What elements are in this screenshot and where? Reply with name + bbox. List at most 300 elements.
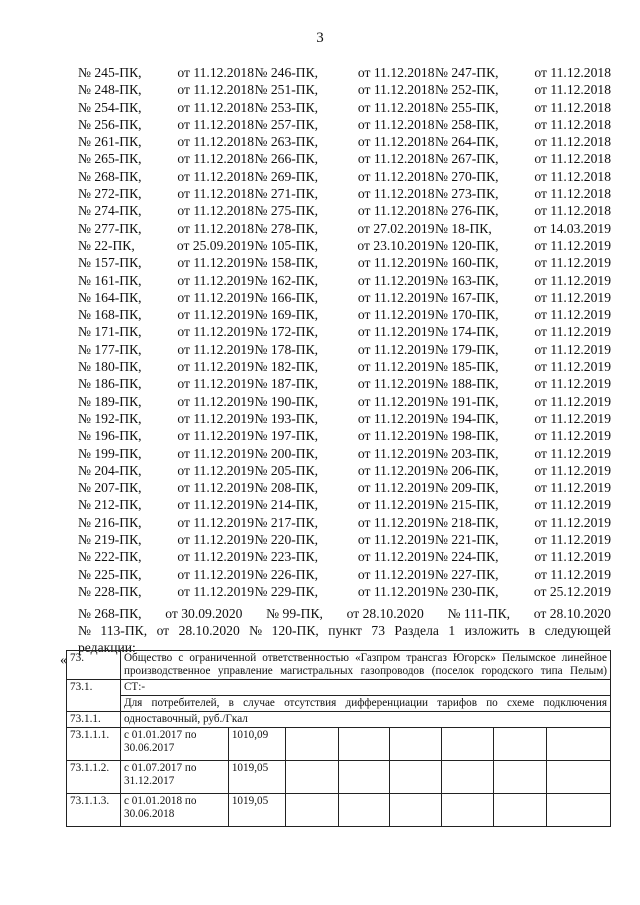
empty-cell: [494, 728, 547, 761]
registry-entry: [255, 445, 435, 462]
registry-list: [78, 64, 611, 600]
registry-number: № 263-ПК,: [254, 134, 319, 150]
registry-number: № 182-ПК,: [254, 359, 319, 375]
registry-date: от 11.12.2019: [357, 255, 435, 271]
empty-cell: [390, 794, 442, 827]
registry-date: от 11.12.2019: [534, 428, 611, 444]
registry-date: от 11.12.2018: [357, 168, 435, 184]
registry-number: № 216-ПК,: [78, 514, 142, 530]
empty-cell: [390, 761, 442, 794]
empty-cell: [442, 728, 494, 761]
row-code: 73.1.1.2.: [67, 761, 121, 794]
registry-entry: [255, 202, 435, 219]
registry-row: [78, 566, 611, 583]
registry-number: № 187-ПК,: [254, 376, 319, 392]
period-range: с 01.01.2017 по 30.06.2017: [120, 728, 228, 761]
registry-date: от 11.12.2019: [177, 307, 254, 323]
registry-entry: [435, 531, 611, 548]
registry-date: от 11.12.2019: [357, 393, 435, 409]
page-number: 3: [316, 30, 324, 46]
registry-date: от 14.03.2019: [533, 220, 611, 236]
registry-date: от 11.12.2018: [177, 151, 254, 167]
registry-number: № 22-ПК,: [78, 237, 135, 253]
registry-number: № 226-ПК,: [254, 566, 319, 582]
registry-entry: [255, 358, 435, 375]
registry-entry: [255, 323, 435, 340]
registry-entry: [435, 479, 611, 496]
registry-date: от 11.12.2019: [534, 566, 611, 582]
registry-entry: [435, 133, 611, 150]
registry-entry: [255, 254, 435, 271]
registry-number: № 200-ПК,: [254, 445, 319, 461]
registry-date: от 11.12.2019: [534, 410, 611, 426]
registry-entry: [255, 150, 435, 167]
registry-row: [78, 254, 611, 271]
registry-number: № 268-ПК,: [78, 168, 142, 184]
registry-number: № 161-ПК,: [78, 272, 142, 288]
registry-entry: [78, 64, 254, 81]
registry-number: № 217-ПК,: [254, 514, 319, 530]
registry-row: [78, 427, 611, 444]
registry-number: № 276-ПК,: [435, 203, 499, 219]
registry-entry: [78, 272, 254, 289]
registry-number: № 230-ПК,: [435, 583, 499, 599]
registry-tail-line-3: редакции:: [78, 640, 136, 655]
registry-entry: [435, 202, 611, 219]
row-code: 73.1.: [67, 680, 121, 712]
registry-number: № 274-ПК,: [78, 203, 142, 219]
registry-number: № 256-ПК,: [78, 116, 142, 132]
registry-entry: [255, 237, 435, 254]
registry-row: [78, 323, 611, 340]
registry-date: от 11.12.2019: [177, 376, 254, 392]
registry-row: [78, 548, 611, 565]
registry-row: [78, 168, 611, 185]
registry-date: от 11.12.2019: [534, 359, 611, 375]
tail-word: №: [78, 623, 91, 638]
registry-entry: [435, 427, 611, 444]
registry-date: от 11.12.2019: [534, 549, 611, 565]
registry-number: № 267-ПК,: [435, 151, 499, 167]
registry-number: № 169-ПК,: [254, 307, 319, 323]
registry-date: от 11.12.2019: [177, 462, 254, 478]
registry-row: [78, 202, 611, 219]
registry-date: от 11.12.2019: [534, 341, 611, 357]
registry-date: от 11.12.2019: [177, 255, 254, 271]
registry-number: № 197-ПК,: [254, 428, 319, 444]
registry-number: № 190-ПК,: [254, 393, 319, 409]
registry-date: от 11.12.2018: [177, 168, 254, 184]
registry-date: от 11.12.2019: [177, 410, 254, 426]
registry-number: № 163-ПК,: [435, 272, 499, 288]
registry-number: № 206-ПК,: [435, 462, 499, 478]
registry-entry: [435, 445, 611, 462]
empty-cell: [285, 794, 338, 827]
tail-word: изложить: [464, 623, 520, 638]
registry-date: от 11.12.2019: [177, 393, 254, 409]
empty-cell: [338, 761, 390, 794]
registry-number: № 160-ПК,: [435, 255, 499, 271]
row-code: 73.1.1.1.: [67, 728, 121, 761]
registry-date: от 11.12.2019: [534, 376, 611, 392]
row-code: 73.1.1.3.: [67, 794, 121, 827]
registry-number: № 194-ПК,: [435, 410, 499, 426]
registry-row: [78, 99, 611, 116]
registry-date: от 11.12.2018: [357, 99, 435, 115]
registry-entry: [435, 393, 611, 410]
registry-date: от 11.12.2019: [177, 341, 254, 357]
registry-row: [78, 150, 611, 167]
registry-number: № 162-ПК,: [254, 272, 319, 288]
registry-date: от 25.09.2019: [176, 237, 254, 253]
registry-entry: [78, 185, 254, 202]
registry-entry: [78, 410, 254, 427]
registry-date: от 11.12.2018: [177, 82, 254, 98]
registry-number: № 224-ПК,: [435, 549, 499, 565]
registry-date: от 11.12.2018: [534, 82, 611, 98]
registry-entry: [255, 427, 435, 444]
registry-number: № 203-ПК,: [435, 445, 499, 461]
registry-entry: [255, 168, 435, 185]
tail-word: 1: [448, 623, 456, 638]
registry-number: № 258-ПК,: [435, 116, 499, 132]
registry-number: № 168-ПК,: [78, 307, 142, 323]
registry-date: от 11.12.2018: [177, 203, 254, 219]
registry-date: от 11.12.2018: [177, 220, 254, 236]
registry-number: № 170-ПК,: [435, 307, 499, 323]
registry-entry: [435, 64, 611, 81]
registry-number: № 223-ПК,: [254, 549, 319, 565]
registry-entry: [435, 341, 611, 358]
registry-number: № 220-ПК,: [254, 532, 319, 548]
registry-number: № 257-ПК,: [254, 116, 319, 132]
registry-date: от 11.12.2019: [177, 480, 254, 496]
registry-number: № 270-ПК,: [435, 168, 499, 184]
row-code: 73.: [67, 651, 121, 680]
registry-date: от 11.12.2019: [177, 497, 254, 513]
registry-date: от 11.12.2019: [177, 428, 254, 444]
registry-entry: [255, 220, 435, 237]
registry-entry: [78, 514, 254, 531]
table-row-period: [67, 761, 611, 794]
registry-row: [78, 462, 611, 479]
registry-number: № 157-ПК,: [78, 255, 142, 271]
registry-entry: [78, 427, 254, 444]
registry-number: № 167-ПК,: [435, 289, 499, 305]
registry-entry: [78, 116, 254, 133]
registry-number: № 252-ПК,: [435, 82, 499, 98]
registry-number: № 185-ПК,: [435, 359, 499, 375]
registry-number: № 158-ПК,: [254, 255, 319, 271]
registry-entry: [255, 289, 435, 306]
registry-date: от 11.12.2018: [177, 116, 254, 132]
registry-number: № 178-ПК,: [254, 341, 319, 357]
tail-word: пункт: [328, 623, 362, 638]
registry-row: [78, 393, 611, 410]
tail-word: №: [249, 623, 263, 638]
empty-cell: [547, 761, 611, 794]
registry-date: от 11.12.2018: [357, 65, 435, 80]
tail-word: в: [528, 623, 536, 638]
registry-entry: [78, 202, 254, 219]
registry-entry: [435, 150, 611, 167]
registry-date: от 11.12.2019: [357, 532, 435, 548]
registry-number: № 188-ПК,: [435, 376, 499, 392]
tail-word: № 111-ПК,: [447, 606, 511, 621]
consumer-subtitle: Для потребителей, в случае отсутствия дифференциации тарифов по схеме подключения: [120, 696, 610, 712]
tail-word: от: [156, 623, 170, 638]
registry-date: от 11.12.2019: [177, 445, 254, 461]
registry-number: № 177-ПК,: [78, 341, 142, 357]
registry-number: № 227-ПК,: [435, 566, 499, 582]
tail-word: от 28.10.2020: [346, 606, 424, 621]
registry-date: от 11.12.2018: [534, 134, 611, 150]
registry-entry: [78, 479, 254, 496]
registry-entry: [255, 375, 435, 392]
registry-date: от 11.12.2019: [177, 272, 254, 288]
registry-entry: [78, 358, 254, 375]
registry-row: [78, 185, 611, 202]
registry-entry: [435, 289, 611, 306]
registry-date: от 11.12.2019: [534, 237, 611, 253]
registry-date: от 11.12.2019: [357, 549, 435, 565]
registry-number: № 272-ПК,: [78, 186, 142, 202]
registry-entry: [78, 99, 254, 116]
registry-date: от 11.12.2019: [534, 307, 611, 323]
tail-word: Раздела: [394, 623, 439, 638]
tail-word: 28.10.2020: [178, 623, 240, 638]
registry-entry: [255, 341, 435, 358]
registry-number: № 180-ПК,: [78, 359, 142, 375]
registry-number: № 264-ПК,: [435, 134, 499, 150]
registry-date: от 11.12.2019: [177, 324, 254, 340]
registry-row: [78, 64, 611, 81]
registry-number: № 254-ПК,: [78, 99, 142, 115]
registry-date: от 11.12.2019: [534, 255, 611, 271]
empty-cell: [547, 794, 611, 827]
registry-number: № 229-ПК,: [254, 583, 319, 599]
registry-number: № 196-ПК,: [78, 428, 142, 444]
registry-entry: [255, 393, 435, 410]
registry-date: от 11.12.2019: [357, 566, 435, 582]
registry-date: от 11.12.2018: [534, 65, 611, 80]
registry-row: [78, 375, 611, 392]
registry-row: [78, 479, 611, 496]
registry-number: № 247-ПК,: [435, 65, 499, 80]
registry-number: № 207-ПК,: [78, 480, 142, 496]
registry-entry: [435, 306, 611, 323]
registry-entry: [78, 393, 254, 410]
registry-entry: [255, 496, 435, 513]
registry-entry: [435, 220, 611, 237]
registry-row: [78, 220, 611, 237]
organization-name: Общество с ограниченной ответственностью «Газпром трансгаз Югорск» Пелымское линейное производственное управление магистральных газопроводов (поселок городского типа Пелым): [120, 651, 610, 680]
tariff-value: 1010,09: [228, 728, 285, 761]
registry-number: № 189-ПК,: [78, 393, 142, 409]
registry-number: № 174-ПК,: [435, 324, 499, 340]
registry-date: от 11.12.2019: [177, 549, 254, 565]
registry-date: от 11.12.2019: [177, 566, 254, 582]
registry-date: от 11.12.2018: [534, 168, 611, 184]
registry-date: от 11.12.2019: [357, 583, 435, 599]
tariff-type: одноставочный, руб./Гкал: [120, 712, 610, 728]
registry-date: от 11.12.2018: [357, 82, 435, 98]
registry-date: от 11.12.2019: [357, 480, 435, 496]
registry-number: № 253-ПК,: [254, 99, 319, 115]
empty-cell: [547, 728, 611, 761]
registry-row: [78, 514, 611, 531]
registry-date: от 11.12.2019: [177, 514, 254, 530]
registry-entry: [435, 496, 611, 513]
registry-number: № 225-ПК,: [78, 566, 142, 582]
registry-number: № 248-ПК,: [78, 82, 142, 98]
registry-date: от 11.12.2019: [534, 532, 611, 548]
registry-number: № 219-ПК,: [78, 532, 142, 548]
registry-number: № 271-ПК,: [254, 186, 319, 202]
registry-date: от 11.12.2019: [357, 376, 435, 392]
registry-entry: [435, 272, 611, 289]
registry-number: № 245-ПК,: [78, 65, 142, 80]
registry-tail-line-1: [78, 605, 611, 622]
tail-word: 113-ПК,: [100, 623, 148, 638]
registry-date: от 27.02.2019: [357, 220, 435, 236]
registry-entry: [255, 583, 435, 600]
registry-entry: [78, 81, 254, 98]
registry-row: [78, 116, 611, 133]
registry-date: от 11.12.2019: [177, 532, 254, 548]
registry-number: № 208-ПК,: [254, 480, 319, 496]
tail-word: от 28.10.2020: [533, 606, 611, 621]
registry-date: от 11.12.2018: [177, 134, 254, 150]
registry-number: № 275-ПК,: [254, 203, 319, 219]
registry-row: [78, 81, 611, 98]
row-code: 73.1.1.: [67, 712, 121, 728]
registry-number: № 209-ПК,: [435, 480, 499, 496]
registry-row: [78, 133, 611, 150]
empty-cell: [442, 761, 494, 794]
registry-number: № 172-ПК,: [254, 324, 319, 340]
registry-entry: [255, 133, 435, 150]
registry-number: № 199-ПК,: [78, 445, 142, 461]
registry-date: от 11.12.2019: [534, 514, 611, 530]
registry-date: от 11.12.2018: [177, 186, 254, 202]
tail-word: 120-ПК,: [271, 623, 319, 638]
registry-number: № 166-ПК,: [254, 289, 319, 305]
registry-entry: [435, 323, 611, 340]
registry-entry: [255, 99, 435, 116]
registry-entry: [78, 566, 254, 583]
registry-entry: [78, 375, 254, 392]
registry-entry: [435, 116, 611, 133]
tail-word: следующей: [544, 623, 611, 638]
registry-entry: [78, 445, 254, 462]
registry-number: № 222-ПК,: [78, 549, 142, 565]
registry-row: [78, 496, 611, 513]
registry-date: от 23.10.2019: [357, 237, 435, 253]
empty-cell: [390, 728, 442, 761]
registry-number: № 192-ПК,: [78, 410, 142, 426]
registry-date: от 11.12.2019: [357, 341, 435, 357]
registry-entry: [78, 306, 254, 323]
registry-date: от 11.12.2019: [177, 359, 254, 375]
empty-cell: [338, 728, 390, 761]
registry-entry: [435, 410, 611, 427]
registry-entry: [435, 462, 611, 479]
registry-row: [78, 272, 611, 289]
registry-date: от 11.12.2018: [357, 186, 435, 202]
registry-entry: [78, 220, 254, 237]
registry-entry: [435, 81, 611, 98]
registry-date: от 11.12.2019: [534, 324, 611, 340]
registry-date: от 11.12.2019: [534, 272, 611, 288]
registry-number: № 193-ПК,: [254, 410, 319, 426]
registry-row: [78, 358, 611, 375]
registry-number: № 214-ПК,: [254, 497, 319, 513]
registry-entry: [435, 254, 611, 271]
registry-entry: [435, 375, 611, 392]
registry-row: [78, 306, 611, 323]
registry-entry: [78, 133, 254, 150]
registry-entry: [435, 358, 611, 375]
registry-number: № 278-ПК,: [254, 220, 319, 236]
registry-row: [78, 289, 611, 306]
registry-date: от 11.12.2019: [534, 480, 611, 496]
registry-number: № 246-ПК,: [254, 65, 319, 80]
registry-date: от 11.12.2018: [177, 65, 254, 80]
registry-date: от 11.12.2019: [177, 289, 254, 305]
registry-date: от 11.12.2018: [534, 186, 611, 202]
registry-entry: [255, 64, 435, 81]
tariff-table: [66, 650, 611, 827]
empty-cell: [338, 794, 390, 827]
registry-date: от 11.12.2018: [357, 151, 435, 167]
registry-date: от 11.12.2019: [357, 324, 435, 340]
registry-number: № 261-ПК,: [78, 134, 142, 150]
registry-number: № 266-ПК,: [254, 151, 319, 167]
registry-number: № 105-ПК,: [254, 237, 319, 253]
registry-entry: [78, 150, 254, 167]
registry-entry: [78, 289, 254, 306]
tail-word: № 268-ПК,: [78, 606, 142, 621]
registry-date: от 11.12.2019: [357, 497, 435, 513]
registry-number: № 205-ПК,: [254, 462, 319, 478]
table-row-73-1: [67, 680, 611, 696]
registry-number: № 204-ПК,: [78, 462, 142, 478]
registry-entry: [255, 272, 435, 289]
registry-date: от 11.12.2019: [357, 307, 435, 323]
registry-entry: [255, 566, 435, 583]
registry-number: № 215-ПК,: [435, 497, 499, 513]
registry-row: [78, 445, 611, 462]
registry-entry: [78, 583, 254, 600]
registry-date: от 11.12.2019: [534, 462, 611, 478]
registry-date: от 11.12.2019: [357, 272, 435, 288]
registry-number: № 198-ПК,: [435, 428, 499, 444]
table-row-period: [67, 794, 611, 827]
tail-word: № 99-ПК,: [266, 606, 323, 621]
registry-date: от 11.12.2019: [534, 393, 611, 409]
registry-entry: [78, 323, 254, 340]
registry-entry: [255, 410, 435, 427]
registry-entry: [435, 548, 611, 565]
registry-date: от 11.12.2019: [534, 497, 611, 513]
table-row-period: [67, 728, 611, 761]
registry-number: № 120-ПК,: [435, 237, 499, 253]
registry-number: № 171-ПК,: [78, 324, 142, 340]
registry-entry: [435, 99, 611, 116]
registry-entry: [78, 254, 254, 271]
registry-number: № 218-ПК,: [435, 514, 499, 530]
